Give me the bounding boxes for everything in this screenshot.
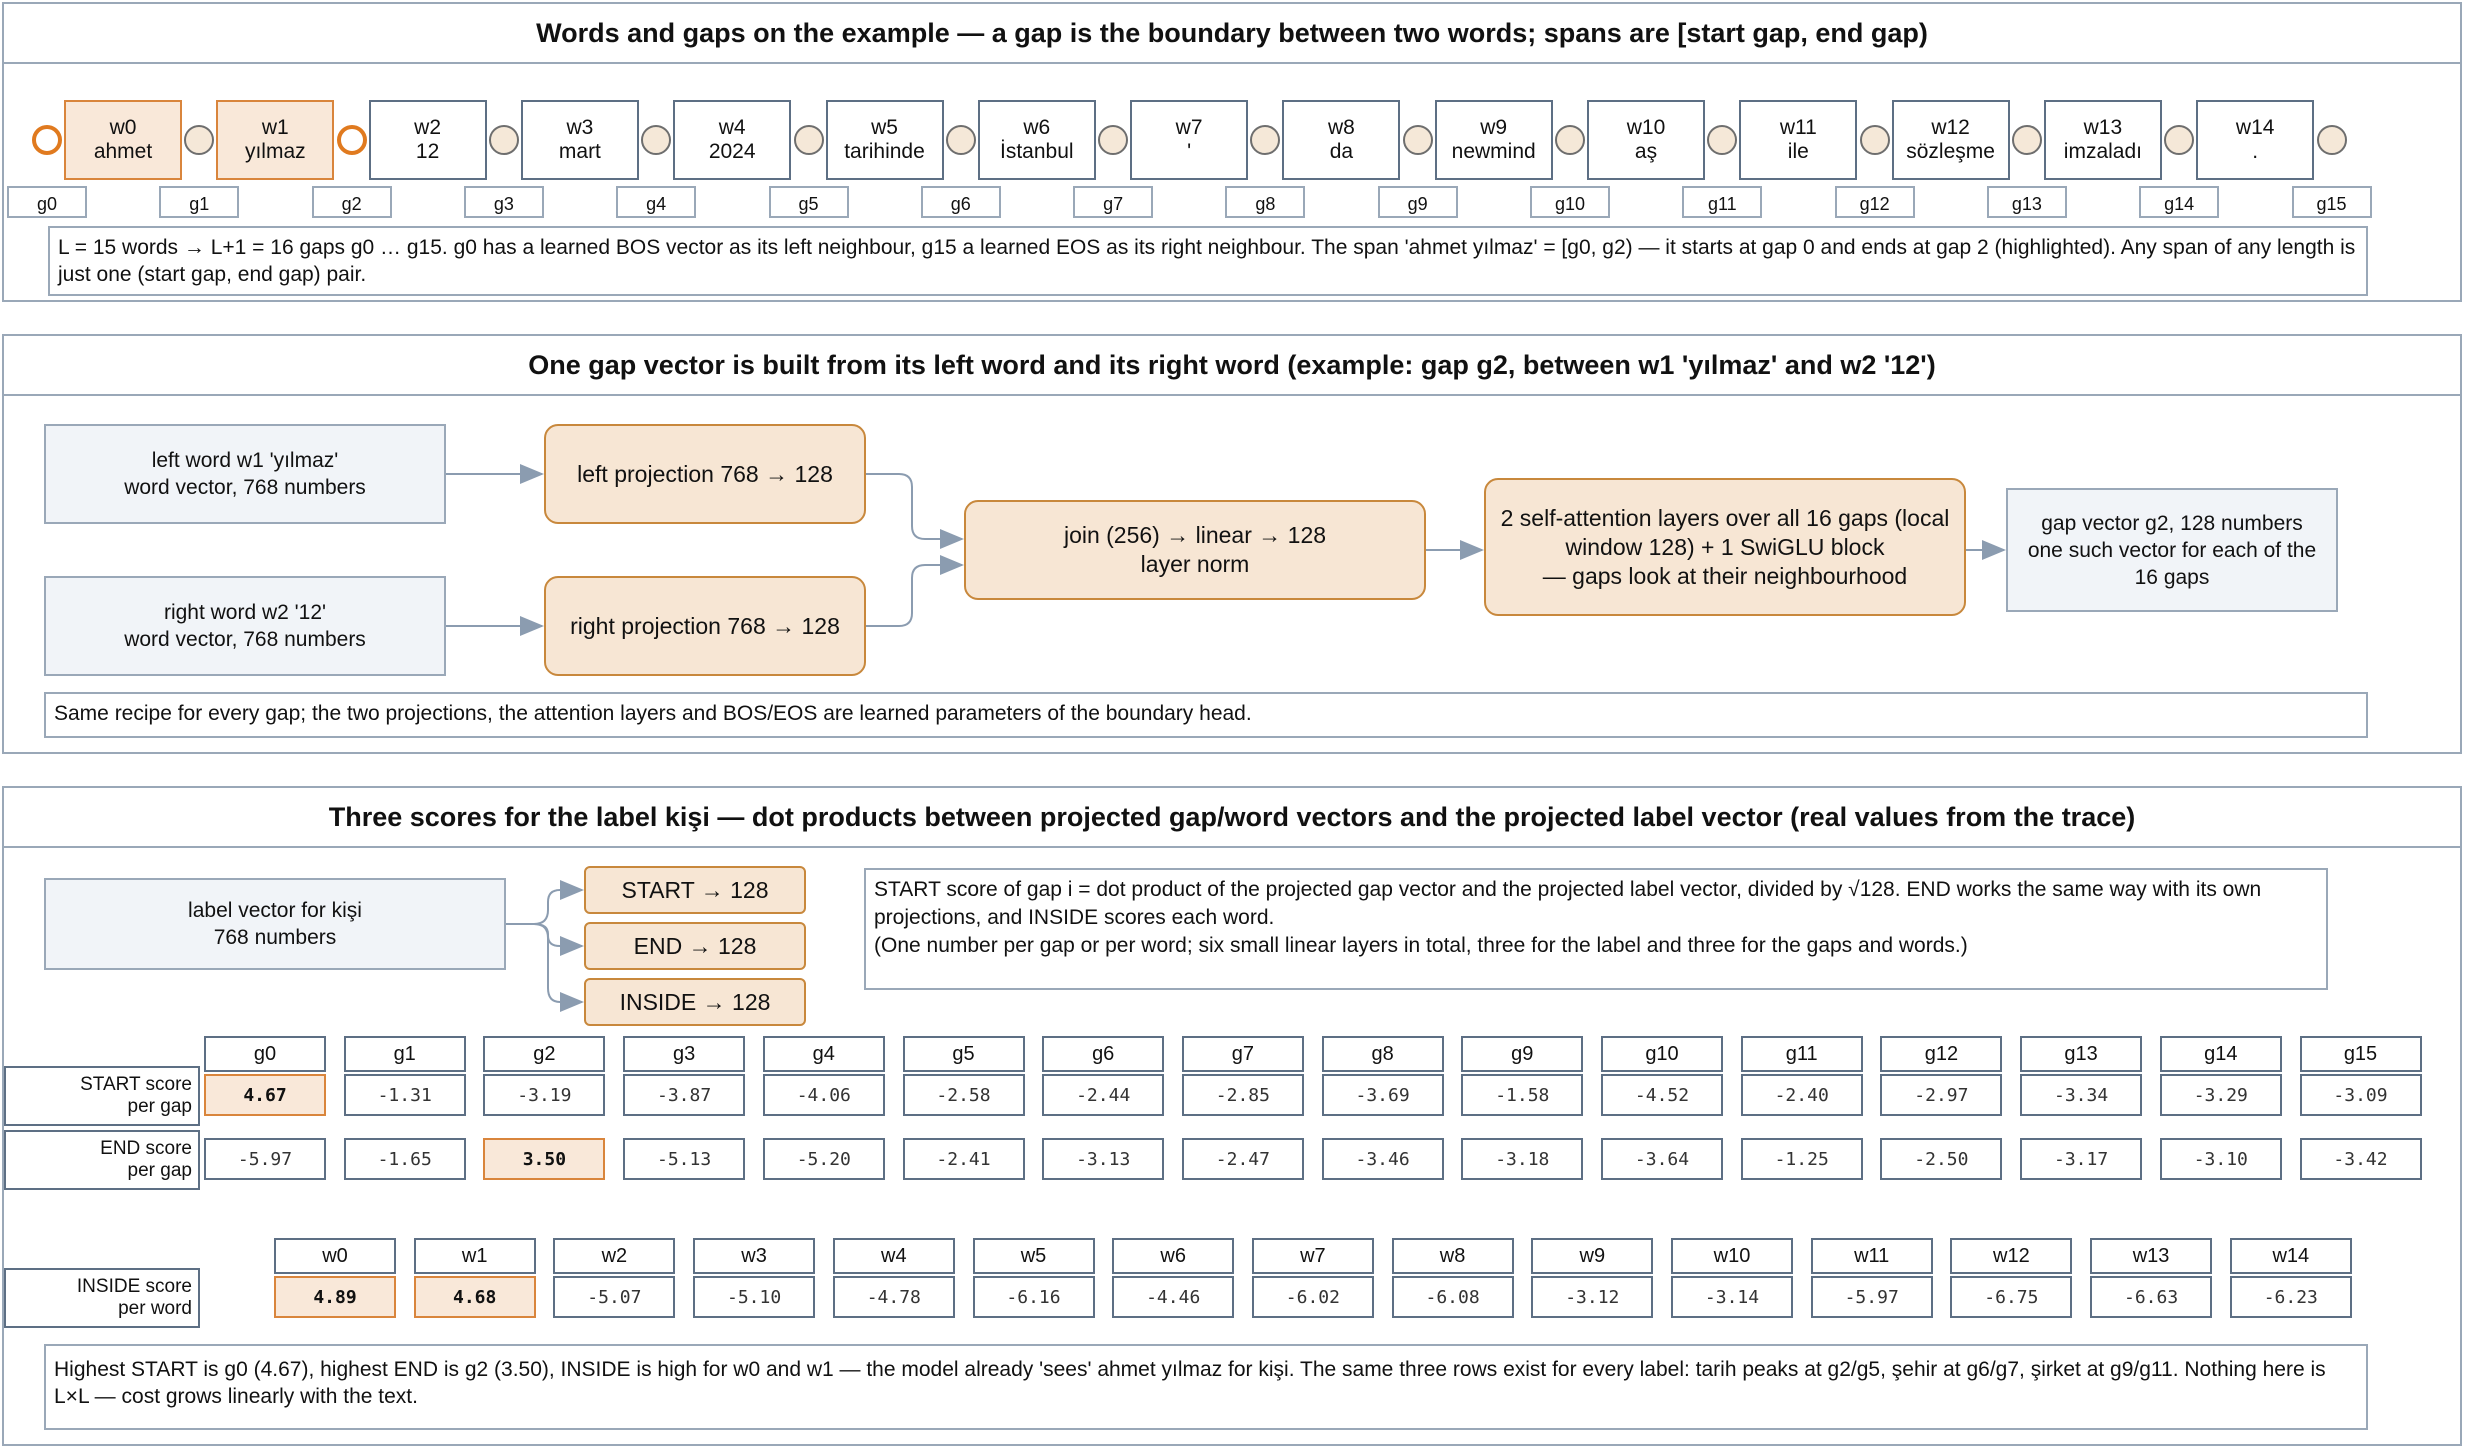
word-text: newmind [1451,140,1536,163]
left-word-line1: left word w1 'yılmaz' [151,449,339,472]
word-id: w10 [1626,116,1666,139]
end-projection-label: END → 128 [633,932,757,959]
word-box-w4 [673,100,791,180]
end-score-cell: -2.41 [903,1138,1025,1180]
inside-score-cell: 4.68 [414,1276,536,1318]
word-id: w14 [2235,116,2275,139]
start-score-cell: -1.31 [344,1074,466,1116]
word-text: da [1329,140,1354,163]
end-score-cell: 3.50 [483,1138,605,1180]
word-box-w8 [1282,100,1400,180]
right-projection-label: right projection 768 → 128 [570,612,840,639]
word-box-w6 [978,100,1096,180]
gap-label-g3: g3 [464,186,544,218]
gap-column-header: g14 [2160,1036,2282,1072]
gap-circle-g13 [2012,125,2042,155]
right-word-box [44,576,446,676]
start-score-cell: -3.29 [2160,1074,2282,1116]
word-box-w9 [1435,100,1553,180]
join-line1: join (256) → linear → 128 [1063,522,1327,548]
attention-box [1484,478,1966,616]
panel-title: Words and gaps on the example — a gap is the boundary between two words; spans are [start gap, end gap) [4,4,2460,64]
gap-recipe-note: Same recipe for every gap; the two projections, the attention layers and BOS/EOS are learned parameters of the boundary head. [44,692,2368,738]
gap-circle-g1 [184,125,214,155]
end-score-cell: -3.17 [2020,1138,2142,1180]
gap-column-header: g2 [483,1036,605,1072]
end-score-cell: -3.13 [1042,1138,1164,1180]
word-column-header: w8 [1392,1238,1514,1274]
label-scores-panel [2,786,2462,1446]
inside-projection-box [584,978,806,1026]
end-score-cell: -3.10 [2160,1138,2282,1180]
gap-column-header: g9 [1461,1036,1583,1072]
inside-score-cell: -6.16 [973,1276,1095,1318]
word-id: w11 [1779,116,1817,139]
gap-circle-g8 [1250,125,1280,155]
inside-score-cell: 4.89 [274,1276,396,1318]
inside-row-label [4,1268,200,1328]
word-text: ahmet [93,140,153,163]
inside-row-label-line1: INSIDE score [76,1276,192,1297]
start-score-cell: -3.69 [1322,1074,1444,1116]
gap-label-g8: g8 [1225,186,1305,218]
gap-label-g9: g9 [1378,186,1458,218]
word-text: mart [558,140,601,163]
gap-label-g14: g14 [2139,186,2219,218]
gap-column-header: g15 [2300,1036,2422,1072]
end-score-cell: -3.42 [2300,1138,2422,1180]
word-column-header: w14 [2230,1238,2352,1274]
gap-column-header: g0 [204,1036,326,1072]
gap-circle-g15 [2317,125,2347,155]
start-projection-box [584,866,806,914]
start-score-cell: -2.44 [1042,1074,1164,1116]
start-score-cell: -3.09 [2300,1074,2422,1116]
scores-summary-note: Highest START is g0 (4.67), highest END is g2 (3.50), INSIDE is high for w0 and w1 — the model already 'sees' ahmet yılmaz for kişi. The same three rows exist for every label: tarih peaks at g2/g5, şehir at g6/g7, şirket at g9/g11. Nothing here is L×L — cost grows linearly with the text. [44,1344,2368,1430]
word-text: imzaladı [2063,140,2142,163]
word-text: İstanbul [1000,140,1074,163]
word-id: w5 [871,116,898,139]
gap-label-g10: g10 [1530,186,1610,218]
word-box-w2 [369,100,487,180]
end-score-cell: -2.50 [1880,1138,2002,1180]
word-box-w7 [1130,100,1248,180]
gap-column-header: g13 [2020,1036,2142,1072]
end-row-label-line1: END score [100,1138,192,1159]
end-score-cell: -3.46 [1322,1138,1444,1180]
word-column-header: w10 [1671,1238,1793,1274]
gap-circle-g4 [641,125,671,155]
word-text: tarihinde [844,140,925,163]
gap-circle-g7 [1098,125,1128,155]
gap-circle-g5 [794,125,824,155]
gap-column-header: g3 [623,1036,745,1072]
end-score-cell: -2.47 [1182,1138,1304,1180]
word-id: w2 [414,116,442,139]
word-box-w10 [1587,100,1705,180]
attention-line3: — gaps look at their neighbourhood [1542,562,1908,589]
inside-score-cell: -4.46 [1112,1276,1234,1318]
word-id: w4 [718,116,746,139]
gap-label-g2: g2 [312,186,392,218]
inside-projection-label: INSIDE → 128 [619,988,771,1015]
word-box-w11 [1739,100,1857,180]
word-column-header: w9 [1531,1238,1653,1274]
gap-column-header: g4 [763,1036,885,1072]
inside-row-label-line2: per word [118,1298,192,1319]
end-score-cell: -5.13 [623,1138,745,1180]
gap-circle-g2 [337,125,367,155]
inside-score-cell: -5.07 [553,1276,675,1318]
gap-column-header: g1 [344,1036,466,1072]
end-projection-box [584,922,806,970]
panel-title: Three scores for the label kişi — dot products between projected gap/word vectors and the projected label vector (real values from the trace) [4,788,2460,848]
gap-column-header: g5 [903,1036,1025,1072]
end-row-label [4,1130,200,1190]
word-text: ' [1187,140,1192,163]
inside-score-cell: -5.10 [693,1276,815,1318]
left-projection-label: left projection 768 → 128 [577,460,833,487]
left-word-box [44,424,446,524]
start-score-cell: -4.06 [763,1074,885,1116]
word-text: 2024 [708,140,756,163]
end-score-cell: -1.65 [344,1138,466,1180]
inside-score-cell: -6.23 [2230,1276,2352,1318]
gap-label-g15: g15 [2292,186,2372,218]
left-word-line2: word vector, 768 numbers [124,476,366,499]
right-word-line1: right word w2 '12' [163,601,327,624]
word-text: . [2252,140,2259,163]
end-score-cell: -1.25 [1741,1138,1863,1180]
label-vector-box [44,878,506,970]
start-projection-label: START → 128 [621,876,769,903]
word-id: w12 [1931,116,1970,139]
end-row-label-line2: per gap [127,1160,192,1181]
start-row-label-line2: per gap [127,1096,192,1117]
output-line1: gap vector g2, 128 numbers [2041,511,2303,535]
word-column-header: w7 [1252,1238,1374,1274]
gap-label-g12: g12 [1835,186,1915,218]
word-column-header: w3 [693,1238,815,1274]
word-box-w3 [521,100,639,180]
start-score-cell: -3.87 [623,1074,745,1116]
word-box-w13 [2044,100,2162,180]
gap-circle-g14 [2164,125,2194,155]
word-box-w0 [64,100,182,180]
score-explanation-line1: START score of gap i = dot product of the projected gap vector and the projected label vector, divided by √128. END works the same way with its own projections, and INSIDE scores each word. [874,878,2262,929]
end-score-cell: -5.20 [763,1138,885,1180]
score-explanation [864,868,2328,990]
gap-label-g11: g11 [1682,186,1762,218]
start-score-cell: -2.58 [903,1074,1025,1116]
word-id: w7 [1175,116,1203,139]
inside-score-cell: -3.12 [1531,1276,1653,1318]
start-score-cell: 4.67 [204,1074,326,1116]
inside-score-cell: -6.63 [2090,1276,2212,1318]
start-score-cell: -1.58 [1461,1074,1583,1116]
end-score-cell: -3.18 [1461,1138,1583,1180]
gap-column-header: g11 [1741,1036,1863,1072]
inside-score-cell: -6.02 [1252,1276,1374,1318]
panel-title: One gap vector is built from its left word and its right word (example: gap g2, between w1 'yılmaz' and w2 '12') [4,336,2460,396]
label-vector-line2: 768 numbers [213,926,337,949]
gap-circle-g9 [1403,125,1433,155]
gap-circle-g6 [946,125,976,155]
start-score-cell: -2.85 [1182,1074,1304,1116]
gap-column-header: g6 [1042,1036,1164,1072]
start-score-cell: -3.19 [483,1074,605,1116]
gap-vector-panel [2,334,2462,754]
gap-circle-g11 [1707,125,1737,155]
word-column-header: w11 [1811,1238,1933,1274]
inside-score-cell: -6.75 [1950,1276,2072,1318]
label-vector-line1: label vector for kişi [188,899,362,922]
word-text: ile [1787,140,1809,163]
end-score-cell: -3.64 [1601,1138,1723,1180]
start-score-cell: -2.97 [1880,1074,2002,1116]
output-line3: 16 gaps [2134,565,2210,589]
word-text: aş [1634,140,1658,163]
start-row-label [4,1066,200,1126]
gap-circle-g0 [32,125,62,155]
gap-column-header: g8 [1322,1036,1444,1072]
word-id: w1 [261,116,289,139]
gap-label-g5: g5 [769,186,849,218]
gap-circle-g10 [1555,125,1585,155]
right-projection-box [544,576,866,676]
word-id: w9 [1480,116,1508,139]
words-and-gaps-panel [2,2,2462,302]
gap-label-g13: g13 [1987,186,2067,218]
inside-score-cell: -4.78 [833,1276,955,1318]
word-column-header: w0 [274,1238,396,1274]
word-box-w14 [2196,100,2314,180]
gap-column-header: g10 [1601,1036,1723,1072]
join-box [964,500,1426,600]
gap-label-g1: g1 [159,186,239,218]
start-score-cell: -3.34 [2020,1074,2142,1116]
word-box-w12 [1892,100,2010,180]
word-column-header: w1 [414,1238,536,1274]
word-box-w5 [826,100,944,180]
left-projection-box [544,424,866,524]
end-score-cell: -5.97 [204,1138,326,1180]
word-box-w1 [216,100,334,180]
word-column-header: w4 [833,1238,955,1274]
gap-vector-output-box [2006,488,2338,612]
gap-label-g6: g6 [921,186,1001,218]
gap-column-header: g12 [1880,1036,2002,1072]
start-score-cell: -2.40 [1741,1074,1863,1116]
start-row-label-line1: START score [80,1074,192,1095]
gap-label-g7: g7 [1073,186,1153,218]
score-explanation-line2: (One number per gap or per word; six small linear layers in total, three for the label and three for the gaps and words.) [874,934,1968,957]
word-id: w13 [2083,116,2123,139]
word-id: w6 [1023,116,1051,139]
word-text: sözleşme [1906,140,1995,163]
gap-label-g4: g4 [616,186,696,218]
word-id: w3 [566,116,594,139]
join-line2: layer norm [1140,551,1250,577]
start-score-cell: -4.52 [1601,1074,1723,1116]
inside-score-cell: -5.97 [1811,1276,1933,1318]
word-column-header: w6 [1112,1238,1234,1274]
word-text: yılmaz [244,140,306,163]
word-column-header: w12 [1950,1238,2072,1274]
inside-score-cell: -6.08 [1392,1276,1514,1318]
gap-circle-g3 [489,125,519,155]
word-id: w0 [109,116,137,139]
gap-column-header: g7 [1182,1036,1304,1072]
gap-label-g0: g0 [7,186,87,218]
word-id: w8 [1327,116,1355,139]
word-text: 12 [415,140,440,163]
attention-line2: window 128) + 1 SwiGLU block [1565,533,1885,560]
gaps-note: L = 15 words → L+1 = 16 gaps g0 … g15. g0 has a learned BOS vector as its left neighbour, g15 a learned EOS as its right neighbour. The span 'ahmet yılmaz' = [g0, g2) — it starts at gap 0 and ends at gap 2 (highlighted). Any span of any length is just one (start gap, end gap) pair. [48,226,2368,296]
gap-circle-g12 [1860,125,1890,155]
attention-line1: 2 self-attention layers over all 16 gaps (local [1500,504,1950,531]
right-word-line2: word vector, 768 numbers [124,628,366,651]
word-column-header: w5 [973,1238,1095,1274]
output-line2: one such vector for each of the [2027,538,2317,562]
inside-score-cell: -3.14 [1671,1276,1793,1318]
word-column-header: w13 [2090,1238,2212,1274]
word-column-header: w2 [553,1238,675,1274]
